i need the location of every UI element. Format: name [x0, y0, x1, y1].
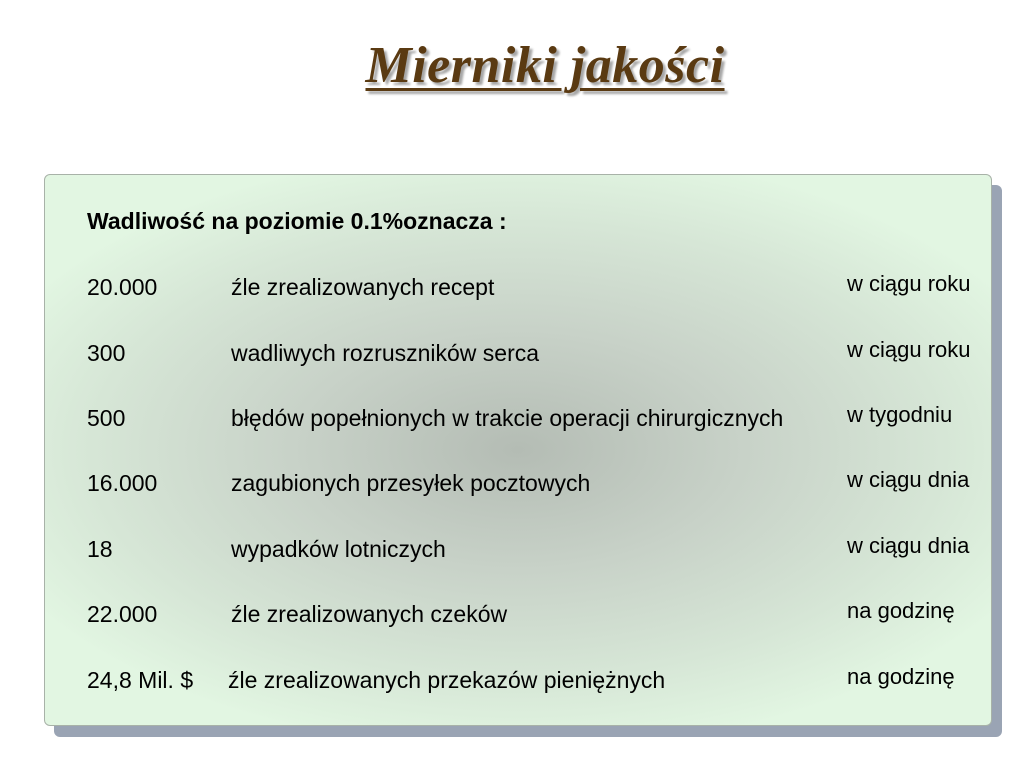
row-period: w ciągu dnia	[847, 467, 970, 492]
row-period: na godzinę	[847, 664, 955, 689]
row-amount: 18	[87, 536, 113, 562]
row-amount: 20.000	[87, 274, 158, 300]
row-period: w ciągu roku	[847, 271, 971, 296]
row-amount: 24,8 Mil. $	[87, 667, 194, 693]
row-description: źle zrealizowanych recept	[231, 274, 495, 300]
slide-title: Mierniki jakości	[365, 37, 725, 94]
row-amount: 22.000	[87, 601, 158, 627]
row-description: źle zrealizowanych czeków	[231, 601, 508, 627]
row-amount: 500	[87, 405, 126, 431]
row-period: na godzinę	[847, 598, 955, 623]
row-description: wadliwych rozruszników serca	[231, 340, 540, 366]
panel-heading: Wadliwość na poziomie 0.1%oznacza :	[87, 208, 507, 234]
row-amount: 16.000	[87, 470, 158, 496]
row-description: wypadków lotniczych	[231, 536, 446, 562]
row-period: w tygodniu	[847, 402, 953, 427]
row-description: zagubionych przesyłek pocztowych	[231, 470, 591, 496]
row-description: błędów popełnionych w trakcie operacji chirurgicznych	[231, 405, 784, 431]
content-panel	[44, 174, 992, 726]
row-period: w ciągu roku	[847, 337, 971, 362]
row-amount: 300	[87, 340, 126, 366]
row-description: źle zrealizowanych przekazów pieniężnych	[228, 667, 666, 693]
row-period: w ciągu dnia	[847, 533, 970, 558]
